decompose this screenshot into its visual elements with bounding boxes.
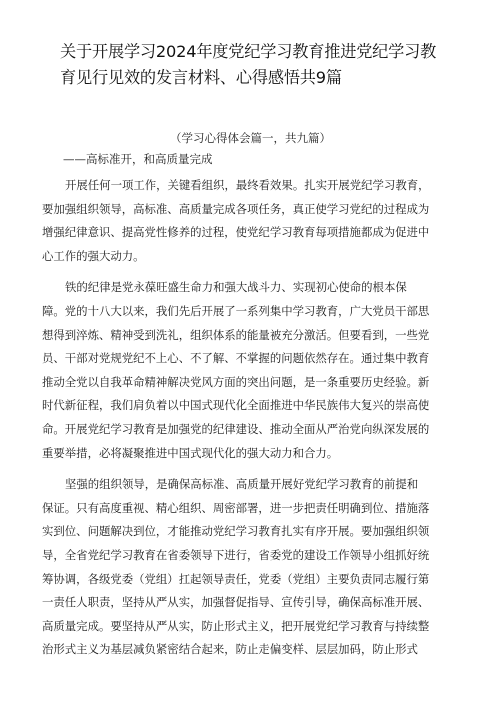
paragraph-line: 导，全省党纪学习教育在省委领导下进行，省委党的建设工作领导小组抓好统 — [42, 547, 430, 562]
document-body — [42, 174, 460, 670]
document-subtitle: （学习心得体会篇一，共九篇） — [170, 131, 331, 145]
paragraph-line: 保证。只有高度重视、精心组织、周密部署，进一步把责任明确到位、措施落 — [42, 500, 430, 515]
paragraph-1 — [42, 174, 460, 268]
section-heading: ——高标准开，和高质量完成 — [63, 152, 213, 166]
paragraph-2 — [42, 276, 460, 465]
paragraph-line: 铁的纪律是党永葆旺盛生命力和强大战斗力、实现初心使命的根本保 — [65, 280, 407, 295]
paragraph-line: 要加强组织领导，高标准、高质量完成各项任务，真正使学习党纪的过程成为 — [42, 201, 430, 216]
title-line-2: 育见行见效的发言材料、心得感悟共9篇 — [60, 68, 342, 87]
document-title — [60, 39, 450, 91]
paragraph-line: 治形式主义为基层减负紧密结合起来，防止走偏变样、层层加码，防止形式 — [42, 642, 418, 657]
paragraph-line: 心工作的强大动力。 — [42, 248, 145, 263]
paragraph-3 — [42, 473, 460, 662]
paragraph-line: 开展任何一项工作，关键看组织，最终看效果。扎实开展党纪学习教育， — [65, 178, 430, 192]
title-line-1: 关于开展学习2024年度党纪学习教育推进党纪学习教 — [60, 42, 437, 61]
paragraph-line: 重要举措，必将凝聚推进中国式现代化的强大动力和合力。 — [42, 445, 339, 460]
paragraph-line: 筹协调，各级党委（党组）扛起领导责任，党委（党组）主要负责同志履行第 — [42, 571, 430, 586]
paragraph-line: 实到位、问题解决到位，才能推动党纪学习教育扎实有序开展。要加强组织领 — [42, 524, 430, 539]
paragraph-line: 增强纪律意识、提高党性修养的过程，使党纪学习教育每项措施都成为促进中 — [42, 225, 430, 240]
paragraph-line: 想得到淬炼、精神受到洗礼，组织体系的能量被充分激活。但要看到，一些党 — [42, 327, 430, 342]
paragraph-line: 一责任人职责，坚持从严从实，加强督促指导、宣传引导，确保高标准开展、 — [42, 595, 430, 610]
paragraph-line: 时代新征程，我们肩负着以中国式现代化全面推进中华民族伟大复兴的崇高使 — [42, 398, 430, 413]
paragraph-line: 高质量完成。要坚持从严从实，防止形式主义，把开展党纪学习教育与持续整 — [42, 618, 430, 633]
paragraph-line: 坚强的组织领导，是确保高标准、高质量开展好党纪学习教育的前提和 — [65, 477, 419, 492]
paragraph-line: 员、干部对党规党纪不上心、不了解、不掌握的问题依然存在。通过集中教育 — [42, 351, 430, 366]
paragraph-line: 命。开展党纪学习教育是加强党的纪律建设、推动全面从严治党向纵深发展的 — [42, 421, 430, 436]
paragraph-line: 障。党的十八大以来，我们先后开展了一系列集中学习教育，广大党员干部思 — [42, 303, 430, 318]
paragraph-line: 推动全党以自我革命精神解决党风方面的突出问题，是一条重要历史经验。新 — [42, 374, 430, 389]
